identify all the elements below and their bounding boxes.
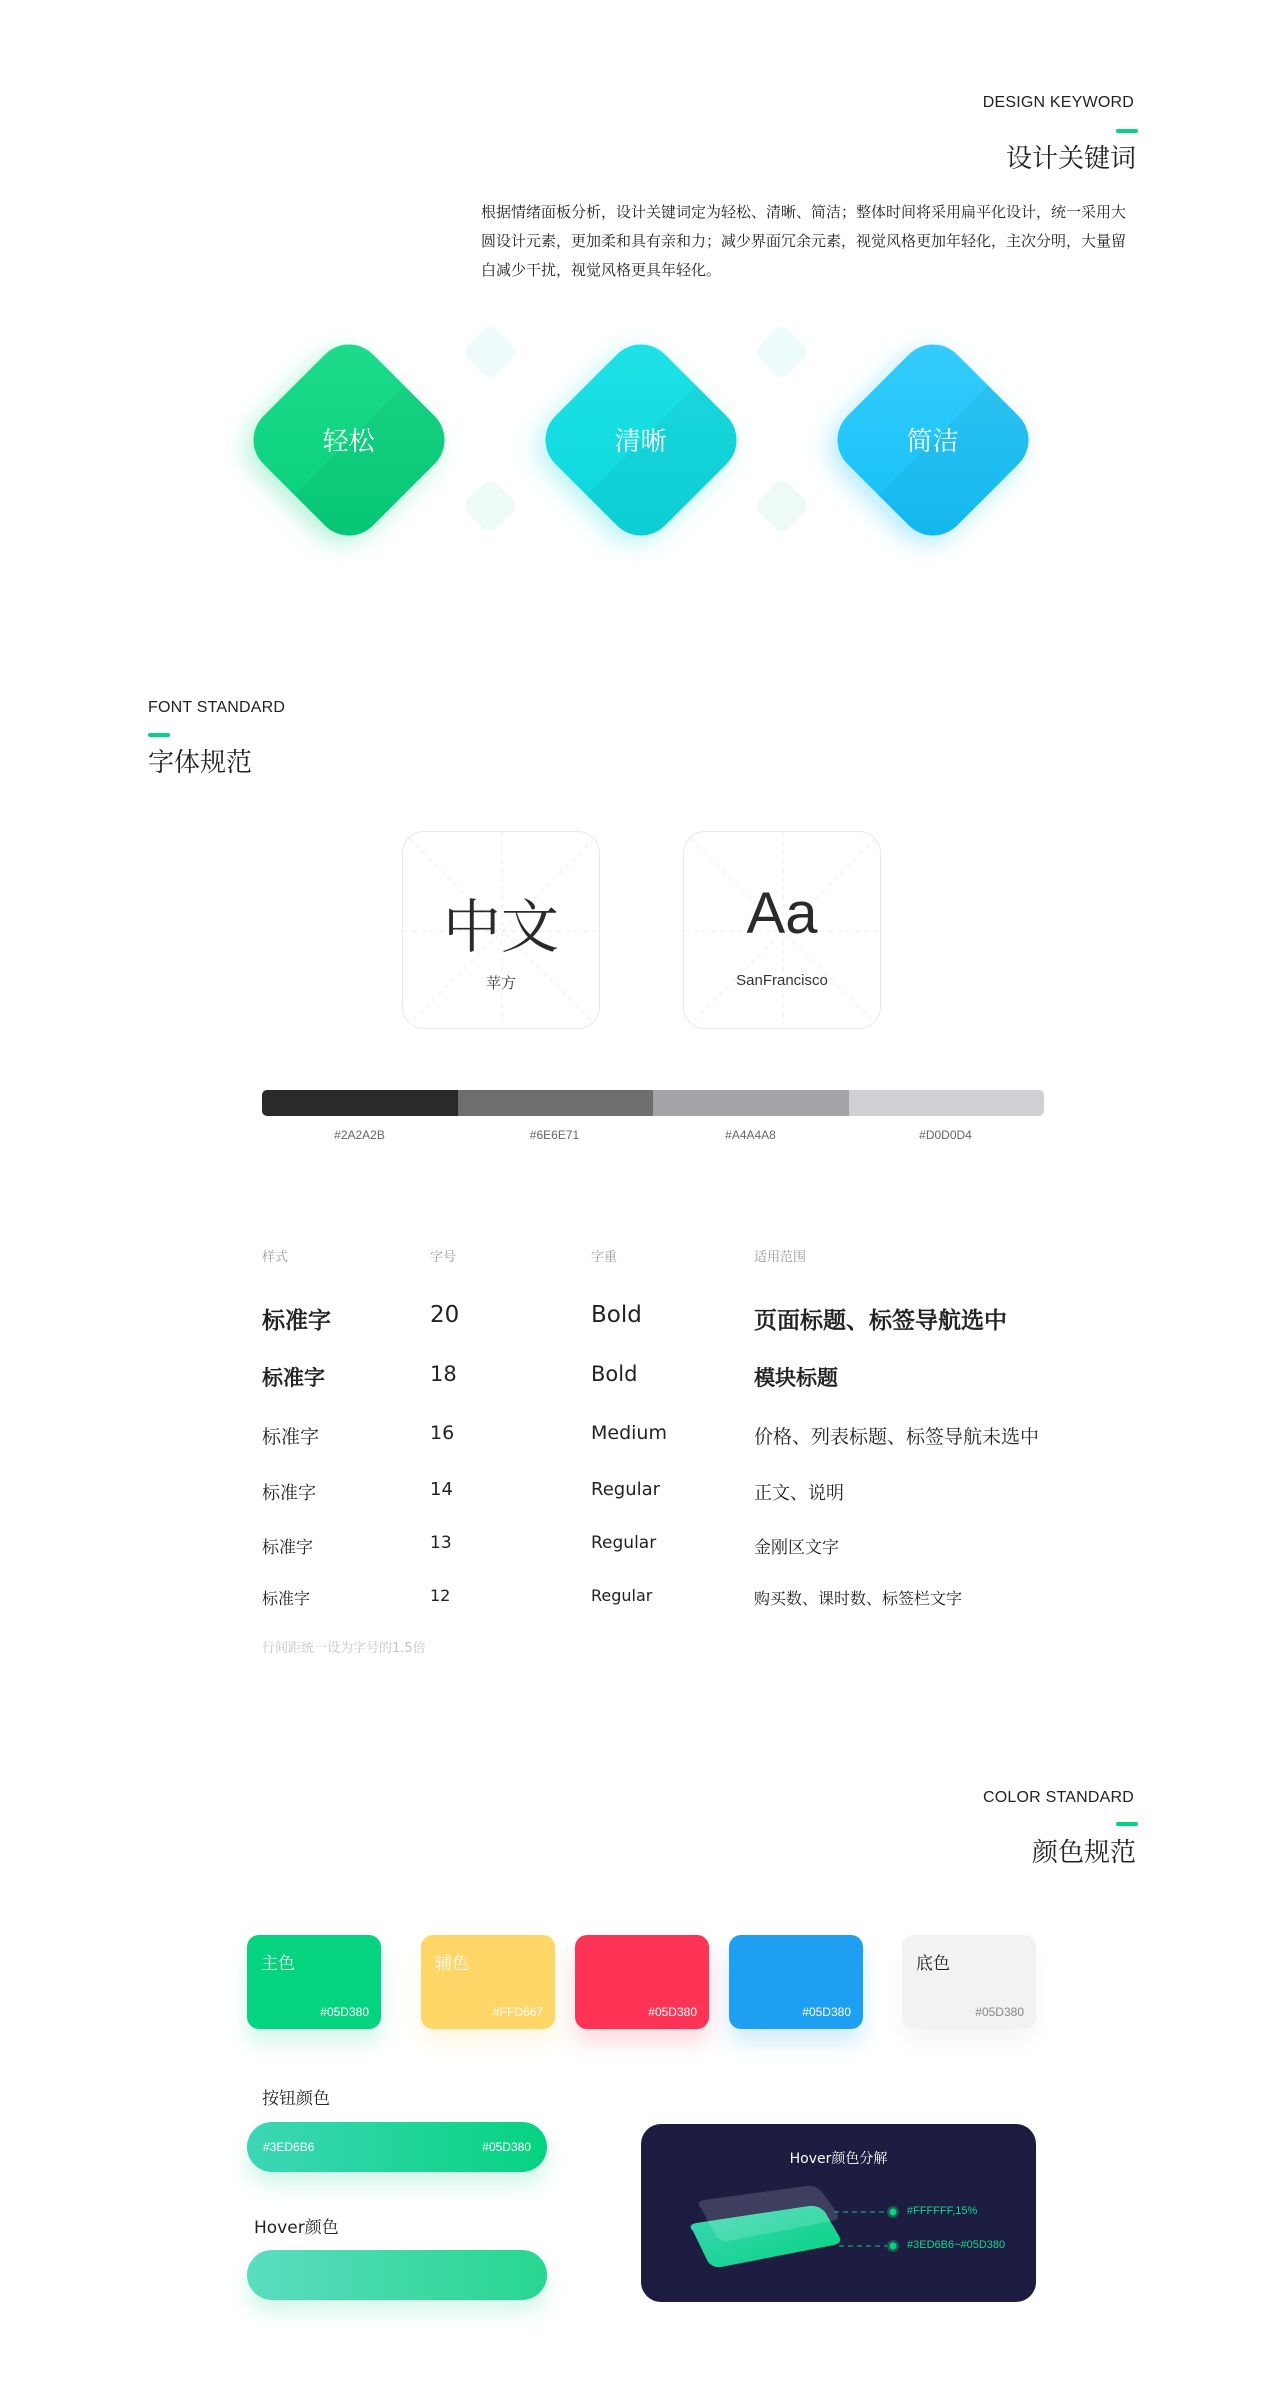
decor-diamond	[461, 323, 519, 381]
swatch-hex: #05D380	[802, 2005, 851, 2019]
swatch-hex: #FFD667	[492, 2005, 543, 2019]
color-hex-label: #2A2A2B	[334, 1128, 385, 1142]
keyword-label: 清晰	[614, 427, 668, 458]
table-cell: Regular	[591, 1479, 661, 1500]
hover-color-sample	[247, 2250, 547, 2300]
font-card-chinese	[402, 831, 600, 1029]
table-cell: 标准字	[262, 1538, 313, 1558]
table-cell: 标准字	[262, 1366, 325, 1390]
table-cell: 标准字	[262, 1589, 311, 1608]
table-cell: 20	[430, 1302, 460, 1328]
color-swatch-red	[575, 1935, 709, 2029]
table-cell: 模块标题	[754, 1366, 838, 1390]
table-cell: 金刚区文字	[754, 1538, 839, 1558]
color-swatch-secondary	[421, 1935, 555, 2029]
table-cell: 标准字	[262, 1483, 316, 1504]
table-cell: 标准字	[262, 1426, 320, 1448]
font-sample: 中文	[442, 893, 559, 961]
color-standard-en-title: COLOR STANDARD	[983, 1789, 1134, 1806]
keyword-diamond-clear	[531, 330, 750, 549]
decor-diamond	[461, 477, 519, 535]
table-cell: 购买数、课时数、标签栏文字	[754, 1589, 963, 1608]
table-cell: 12	[430, 1586, 451, 1605]
color-swatch-background	[902, 1935, 1036, 2029]
design-keyword-title: 设计关键词	[1005, 144, 1136, 174]
accent-bar	[148, 733, 170, 737]
table-note: 行间距统一设为字号的1.5倍	[262, 1641, 426, 1656]
table-cell: 页面标题、标签导航选中	[754, 1308, 1007, 1334]
table-cell: 正文、说明	[754, 1483, 844, 1504]
font-name: SanFrancisco	[736, 972, 828, 989]
swatch-hex: #05D380	[320, 2005, 369, 2019]
color-swatch-blue	[729, 1935, 863, 2029]
hover-color-label: Hover颜色	[254, 2218, 339, 2238]
color-standard-title: 颜色规范	[1031, 1838, 1136, 1868]
layer-top-value: #FFFFFF,15%	[907, 2205, 978, 2217]
swatch-label: 辅色	[435, 1954, 469, 1974]
decor-diamond	[753, 323, 811, 381]
keyword-diamond-relaxed	[239, 330, 458, 549]
hover-breakdown-panel	[641, 2124, 1036, 2302]
keyword-label: 轻松	[322, 427, 376, 458]
color-segment	[458, 1090, 654, 1116]
table-cell: 价格、列表标题、标签导航未选中	[754, 1426, 1040, 1448]
table-cell: 14	[430, 1479, 453, 1500]
color-segment	[653, 1090, 849, 1116]
table-cell: Regular	[591, 1586, 653, 1605]
font-name: 苹方	[485, 974, 516, 992]
keyword-diamond-simple	[823, 330, 1042, 549]
decor-diamond	[753, 477, 811, 535]
table-header: 样式	[262, 1250, 289, 1265]
table-cell: 标准字	[262, 1308, 331, 1334]
table-cell: 18	[430, 1362, 457, 1386]
table-cell: Bold	[591, 1302, 642, 1328]
color-hex-label: #D0D0D4	[919, 1128, 972, 1142]
color-swatch-primary	[247, 1935, 381, 2029]
table-cell: 16	[430, 1422, 455, 1444]
color-hex-label: #A4A4A8	[725, 1128, 776, 1142]
text-color-bar	[262, 1090, 1044, 1116]
swatch-hex: #05D380	[648, 2005, 697, 2019]
swatch-hex: #05D380	[975, 2005, 1024, 2019]
gradient-end-hex: #05D380	[482, 2140, 531, 2154]
gradient-start-hex: #3ED6B6	[263, 2140, 315, 2154]
font-sample: Aa	[746, 881, 818, 946]
table-header: 适用范围	[754, 1250, 807, 1265]
accent-bar	[1116, 129, 1138, 133]
font-standard-en-title: FONT STANDARD	[148, 699, 286, 716]
button-color-sample	[247, 2122, 547, 2172]
table-header: 字号	[430, 1250, 457, 1265]
table-cell: Regular	[591, 1533, 657, 1553]
keyword-description: 根据情绪面板分析，设计关键词定为轻松、清晰、简洁；整体时间将采用扁平化设计，统一采用大圆设计元素，更加柔和具有亲和力；减少界面冗余元素，视觉风格更加年轻化，主次分明，大量留白减少干扰，视觉风格更具年轻化。	[481, 203, 1127, 279]
table-cell: 13	[430, 1533, 452, 1553]
button-color-label: 按钮颜色	[262, 2089, 330, 2109]
table-cell: Bold	[591, 1362, 638, 1386]
swatch-label: 底色	[916, 1954, 950, 1974]
font-standard-title: 字体规范	[148, 748, 253, 778]
color-segment	[849, 1090, 1045, 1116]
font-card-english	[683, 831, 881, 1029]
table-header: 字重	[591, 1250, 618, 1265]
layer-bottom-value: #3ED6B6~#05D380	[907, 2239, 1006, 2251]
accent-bar	[1116, 1822, 1138, 1826]
keyword-label: 简洁	[906, 427, 960, 458]
table-cell: Medium	[591, 1422, 667, 1444]
color-hex-label: #6E6E71	[529, 1128, 580, 1142]
color-segment	[262, 1090, 458, 1116]
hover-panel-title: Hover颜色分解	[789, 2151, 888, 2167]
swatch-label: 主色	[261, 1954, 295, 1974]
design-keyword-en-title: DESIGN KEYWORD	[982, 94, 1134, 111]
